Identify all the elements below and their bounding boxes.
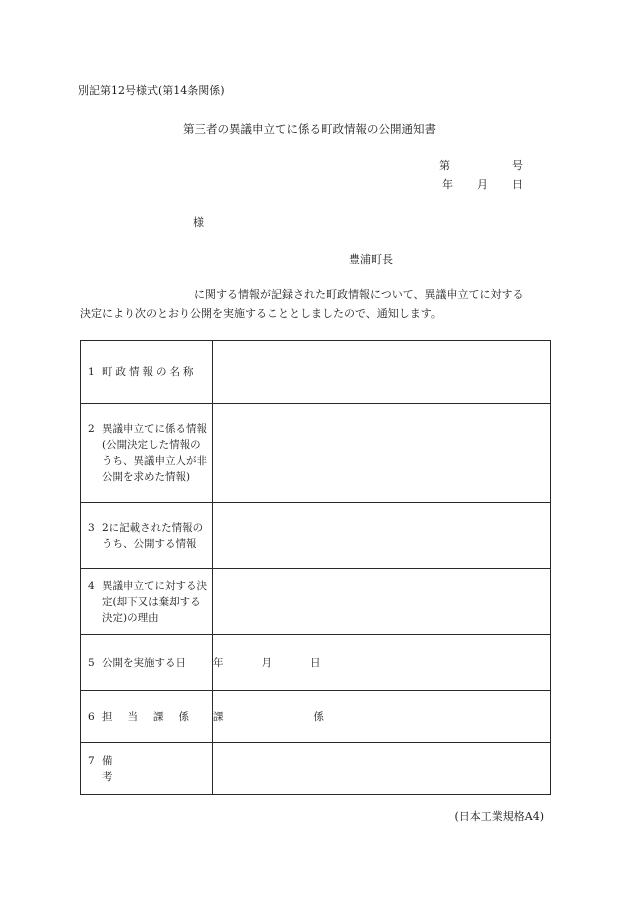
objection-info-field[interactable] (213, 404, 551, 503)
document-date-line (442, 176, 523, 192)
row-label-cell (81, 404, 213, 503)
row-number: 1 (88, 366, 95, 378)
date-day: 日 (512, 178, 523, 191)
document-number-line (439, 157, 523, 173)
addressee-honorific: 様 (193, 216, 204, 229)
row-label-cell (81, 635, 213, 691)
table-row (81, 691, 551, 743)
number-suffix: 号 (512, 159, 523, 172)
date-year: 年 (442, 178, 453, 191)
town-info-name-field[interactable] (213, 341, 551, 404)
paper-size-note: (日本工業規格A4) (454, 810, 544, 823)
row-label: 公開を実施する日 (102, 656, 186, 669)
row-label-cell (81, 743, 213, 795)
decision-reason-field[interactable] (213, 569, 551, 635)
row-label: 担当課係 (102, 710, 204, 723)
row-label: 異議申立てに対する決定(却下又は棄却する決定)の理由 (102, 579, 207, 624)
row-label-cell (81, 691, 213, 743)
notice-table (80, 340, 551, 795)
disclosure-date-year: 年 (213, 656, 224, 669)
row-label: 2に記載された情報のうち、公開する情報 (102, 521, 204, 550)
table-row (81, 404, 551, 503)
row-number: 5 (88, 656, 95, 669)
row-number: 3 (88, 521, 95, 534)
table-row (81, 635, 551, 691)
row-label-cell (81, 341, 213, 404)
row-label: 異議申立てに係る情報(公開決定した情報のうち、異議申立人が非公開を求めた情報) (102, 423, 207, 483)
disclosure-date-field[interactable] (213, 635, 551, 691)
date-month: 月 (477, 178, 488, 191)
disclosed-info-field[interactable] (213, 503, 551, 569)
row-number: 6 (88, 710, 95, 723)
table-row (81, 503, 551, 569)
body-text-line-1: に関する情報が記録された町政情報について、異議申立てに対する (194, 288, 524, 301)
remarks-field[interactable] (213, 743, 551, 795)
department-ka: 課 (213, 710, 224, 723)
row-label: 備考 (102, 754, 175, 783)
form-label: 別記第12号様式(第14条関係) (78, 84, 225, 97)
document-title: 第三者の異議申立てに係る町政情報の公開通知書 (183, 122, 436, 136)
table-row (81, 569, 551, 635)
table-row (81, 341, 551, 404)
row-label-cell (81, 503, 213, 569)
sender-name: 豊浦町長 (349, 253, 393, 266)
row-label-cell (81, 569, 213, 635)
row-number: 2 (88, 423, 95, 435)
disclosure-date-day: 日 (310, 656, 321, 669)
number-prefix: 第 (439, 159, 450, 172)
disclosure-date-month: 月 (261, 656, 272, 669)
table-row (81, 743, 551, 795)
body-text-line-2: 決定により次のとおり公開を実施することとしましたので、通知します。 (80, 307, 442, 320)
department-kakari: 係 (313, 710, 324, 723)
row-number: 7 (88, 754, 95, 767)
row-label: 町政情報の名称 (102, 366, 197, 378)
department-field[interactable] (213, 691, 551, 743)
row-number: 4 (88, 579, 95, 592)
